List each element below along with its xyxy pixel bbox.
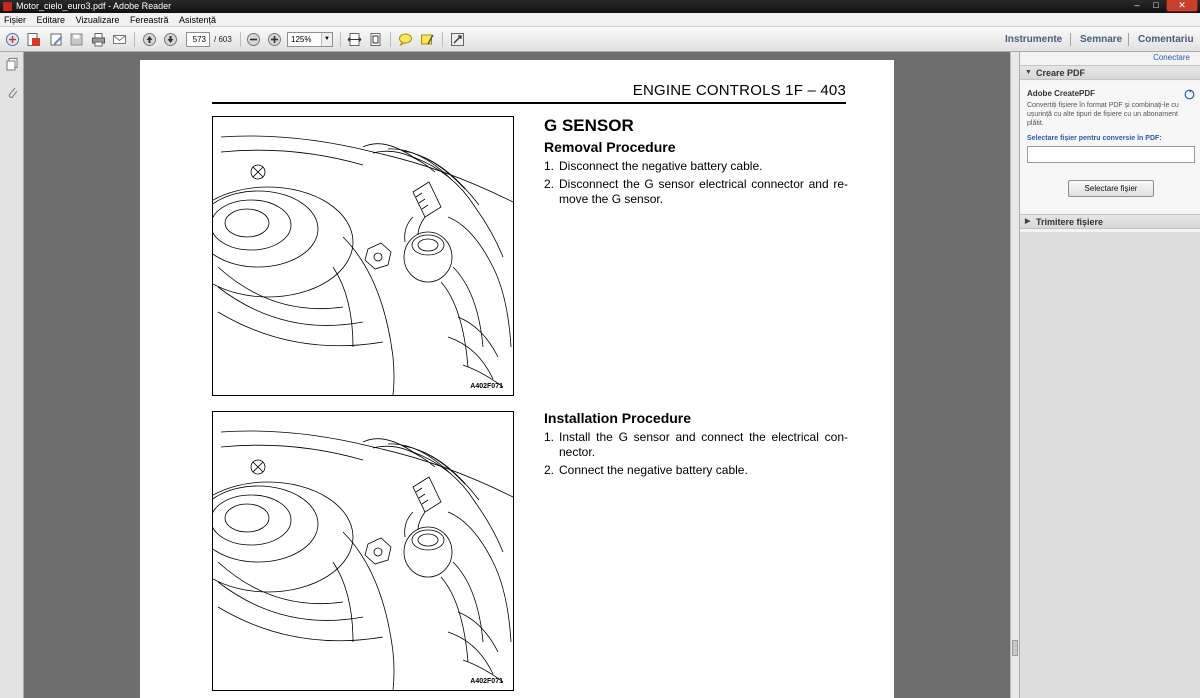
page-thumbnails-icon[interactable] xyxy=(6,58,19,71)
select-file-label: Selectare fișier pentru conversie în PDF: xyxy=(1027,135,1162,142)
step-text: Install the G sensor and connect the electrical con-nector. xyxy=(559,430,848,459)
pdf-page xyxy=(140,60,894,698)
previous-page-icon[interactable] xyxy=(141,31,158,48)
menu-edit[interactable]: Editare xyxy=(36,15,66,25)
edit-icon[interactable] xyxy=(48,31,65,48)
select-file-button[interactable]: Selectare fișier xyxy=(1068,180,1154,197)
email-icon[interactable] xyxy=(111,31,128,48)
menu-view[interactable]: Vizualizare xyxy=(75,15,120,25)
next-page-icon[interactable] xyxy=(162,31,179,48)
removal-heading: Removal Procedure xyxy=(544,139,676,155)
list-item xyxy=(544,159,848,174)
step-number: 2. xyxy=(544,177,555,191)
minimize-button[interactable]: – xyxy=(1134,0,1140,10)
menu-help[interactable]: Asistență xyxy=(178,15,216,25)
scrollbar-thumb[interactable] xyxy=(1012,640,1018,656)
create-pdf-icon[interactable] xyxy=(4,31,21,48)
installation-figure xyxy=(212,411,514,691)
comment-link[interactable]: Comentariu xyxy=(1138,34,1194,45)
close-button[interactable]: ✕ xyxy=(1166,0,1198,12)
figure-code: A402F071 xyxy=(470,678,503,685)
step-text: Connect the negative battery cable. xyxy=(559,463,748,477)
zoom-in-icon[interactable] xyxy=(266,31,283,48)
save-icon[interactable] xyxy=(68,31,85,48)
zoom-level-select[interactable] xyxy=(287,32,333,47)
connect-link[interactable]: Conectare xyxy=(1153,53,1190,62)
step-text: Disconnect the G sensor electrical connector and re-move the G sensor. xyxy=(559,177,848,206)
header-rule xyxy=(212,102,846,104)
installation-heading: Installation Procedure xyxy=(544,410,692,426)
highlight-icon[interactable] xyxy=(419,31,436,48)
zoom-level-value: 125% xyxy=(291,35,312,44)
page-header: ENGINE CONTROLS 1F – 403 xyxy=(632,82,846,99)
chevron-down-icon[interactable]: ▼ xyxy=(321,33,332,46)
page-title: G SENSOR xyxy=(544,116,634,135)
page-number-input[interactable]: 573 xyxy=(186,32,210,47)
step-number: 1. xyxy=(544,430,555,444)
step-number: 1. xyxy=(544,159,555,173)
file-path-input[interactable] xyxy=(1027,146,1195,163)
list-item xyxy=(544,430,848,460)
step-text: Disconnect the negative battery cable. xyxy=(559,159,763,173)
menu-bar xyxy=(0,13,1200,27)
panel-empty-area xyxy=(1020,232,1200,698)
fit-width-icon[interactable] xyxy=(346,31,363,48)
caret-down-icon: ▼ xyxy=(1025,69,1032,76)
print-icon[interactable] xyxy=(90,31,107,48)
create-pdf-edit-icon[interactable] xyxy=(25,31,42,48)
document-view[interactable] xyxy=(24,52,1010,698)
sticky-note-icon[interactable] xyxy=(397,31,414,48)
service-description: Convertiți fișiere în format PDF și combinați-le cu ușurință cu alte tipuri de fișiere cu un abonament plătit. xyxy=(1027,102,1179,127)
maximize-button[interactable]: □ xyxy=(1153,0,1159,10)
sign-link[interactable]: Semnare xyxy=(1080,34,1123,45)
step-number: 2. xyxy=(544,463,555,477)
tools-link[interactable]: Instrumente xyxy=(1005,34,1063,45)
list-item xyxy=(544,463,848,478)
window-title-bar xyxy=(0,0,1200,13)
fit-page-icon[interactable] xyxy=(367,31,384,48)
adobe-reader-icon xyxy=(3,2,12,11)
section-label: Creare PDF xyxy=(1036,68,1086,78)
page-total: / 603 xyxy=(214,35,232,44)
caret-right-icon: ▶ xyxy=(1025,218,1031,225)
navigation-rail xyxy=(0,52,24,698)
service-title: Adobe CreatePDF xyxy=(1027,89,1096,98)
menu-file[interactable]: Fișier xyxy=(4,15,26,25)
window-title: Motor_cielo_euro3.pdf - Adobe Reader xyxy=(16,1,172,11)
removal-figure xyxy=(212,116,514,396)
toolbar xyxy=(0,27,1200,52)
menu-window[interactable]: Fereastră xyxy=(129,15,169,25)
send-files-section-header[interactable] xyxy=(1020,214,1200,229)
expand-icon[interactable] xyxy=(449,31,466,48)
tools-panel xyxy=(1019,52,1200,698)
list-item xyxy=(544,177,848,207)
create-pdf-section-body xyxy=(1020,81,1200,211)
attachments-icon[interactable] xyxy=(6,86,19,99)
cloud-refresh-icon[interactable] xyxy=(1184,89,1195,100)
figure-code: A402F071 xyxy=(470,383,503,390)
create-pdf-section-header[interactable] xyxy=(1020,65,1200,80)
vertical-scrollbar[interactable] xyxy=(1010,52,1019,698)
zoom-out-icon[interactable] xyxy=(245,31,262,48)
section-label: Trimitere fișiere xyxy=(1036,217,1104,227)
